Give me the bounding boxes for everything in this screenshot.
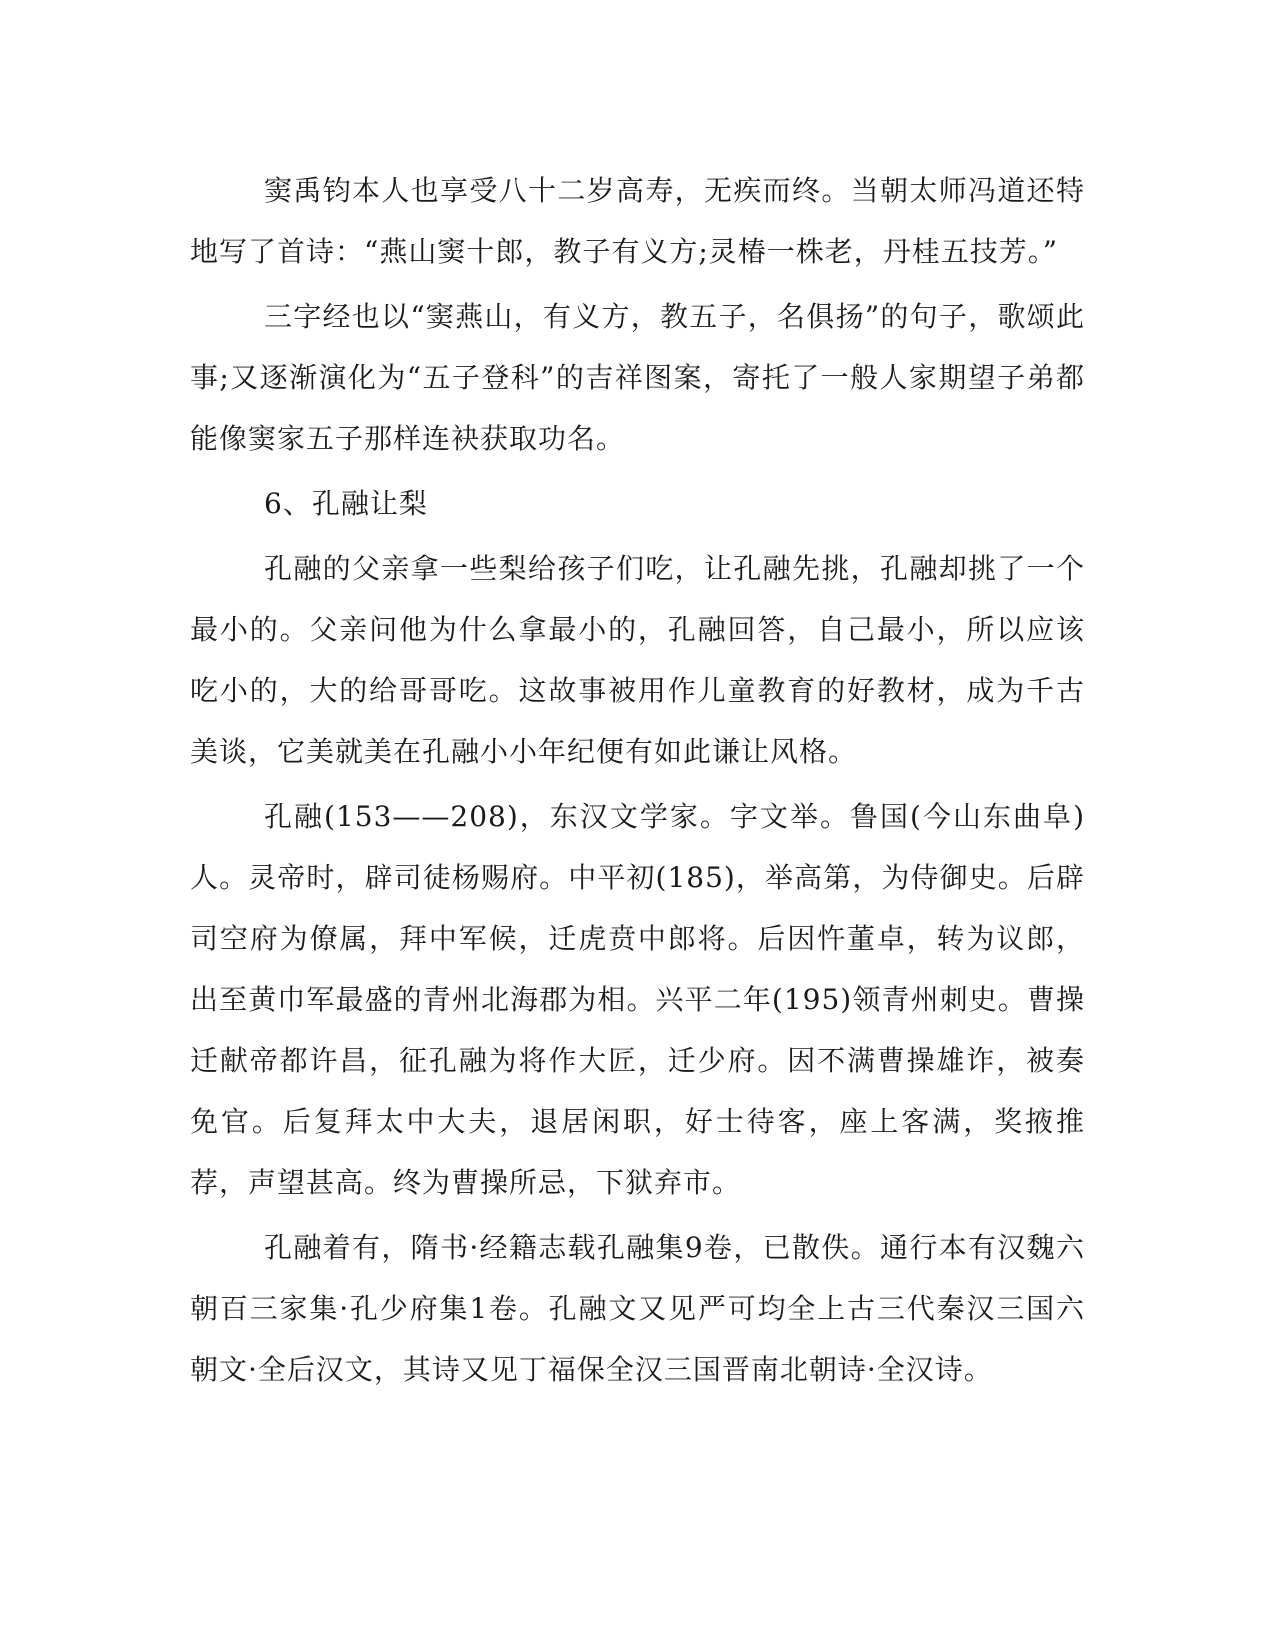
paragraph-kong-rong-pears: 孔融的父亲拿一些梨给孩子们吃，让孔融先挑，孔融却挑了一个最小的。父亲问他为什么拿最小的，孔融回答，自己最小，所以应该吃小的，大的给哥哥吃。这故事被用作儿童教育的好教材，成为千古美谈，它美就美在孔融小小年纪便有如此谦让风格。 bbox=[190, 552, 1085, 768]
paragraph-kong-rong-works: 孔融着有，隋书·经籍志载孔融集9卷，已散佚。通行本有汉魏六朝百三家集·孔少府集1卷。孔融文又见严可均全上古三代秦汉三国六朝文·全后汉文，其诗又见丁福保全汉三国晋南北朝诗·全汉诗。 bbox=[190, 1231, 1085, 1386]
paragraph-three-character-classic: 三字经也以“窦燕山，有义方，教五子，名俱扬”的句子，歌颂此事;又逐渐演化为“五子登科”的吉祥图案，寄托了一般人家期望子弟都能像窦家五子那样连袂获取功名。 bbox=[190, 300, 1085, 455]
paragraph-kong-rong-biography: 孔融(153——208)，东汉文学家。字文举。鲁国(今山东曲阜)人。灵帝时，辟司徒杨赐府。中平初(185)，举高第，为侍御史。后辟司空府为僚属，拜中军候，迁虎贲中郎将。后因忤董卓，转为议郎，出至黄巾军最盛的青州北海郡为相。兴平二年(195)领青州刺史。曹操迁献帝都许昌，征孔融为将作大匠，迁少府。因不满曹操雄诈，被奏免官。后复拜太中大夫，退居闲职，好士待客，座上客满，奖掖推荐，声望甚高。终为曹操所忌，下狱弃市。 bbox=[190, 800, 1085, 1199]
section-heading-kong-rong: 6、孔融让梨 bbox=[264, 487, 428, 520]
paragraph-dou-longevity: 窦禹钧本人也享受八十二岁高寿，无疾而终。当朝太师冯道还特地写了首诗：“燕山窦十郎，教子有义方;灵椿一株老，丹桂五技芳。” bbox=[190, 174, 1085, 268]
document-body bbox=[190, 160, 1085, 1404]
